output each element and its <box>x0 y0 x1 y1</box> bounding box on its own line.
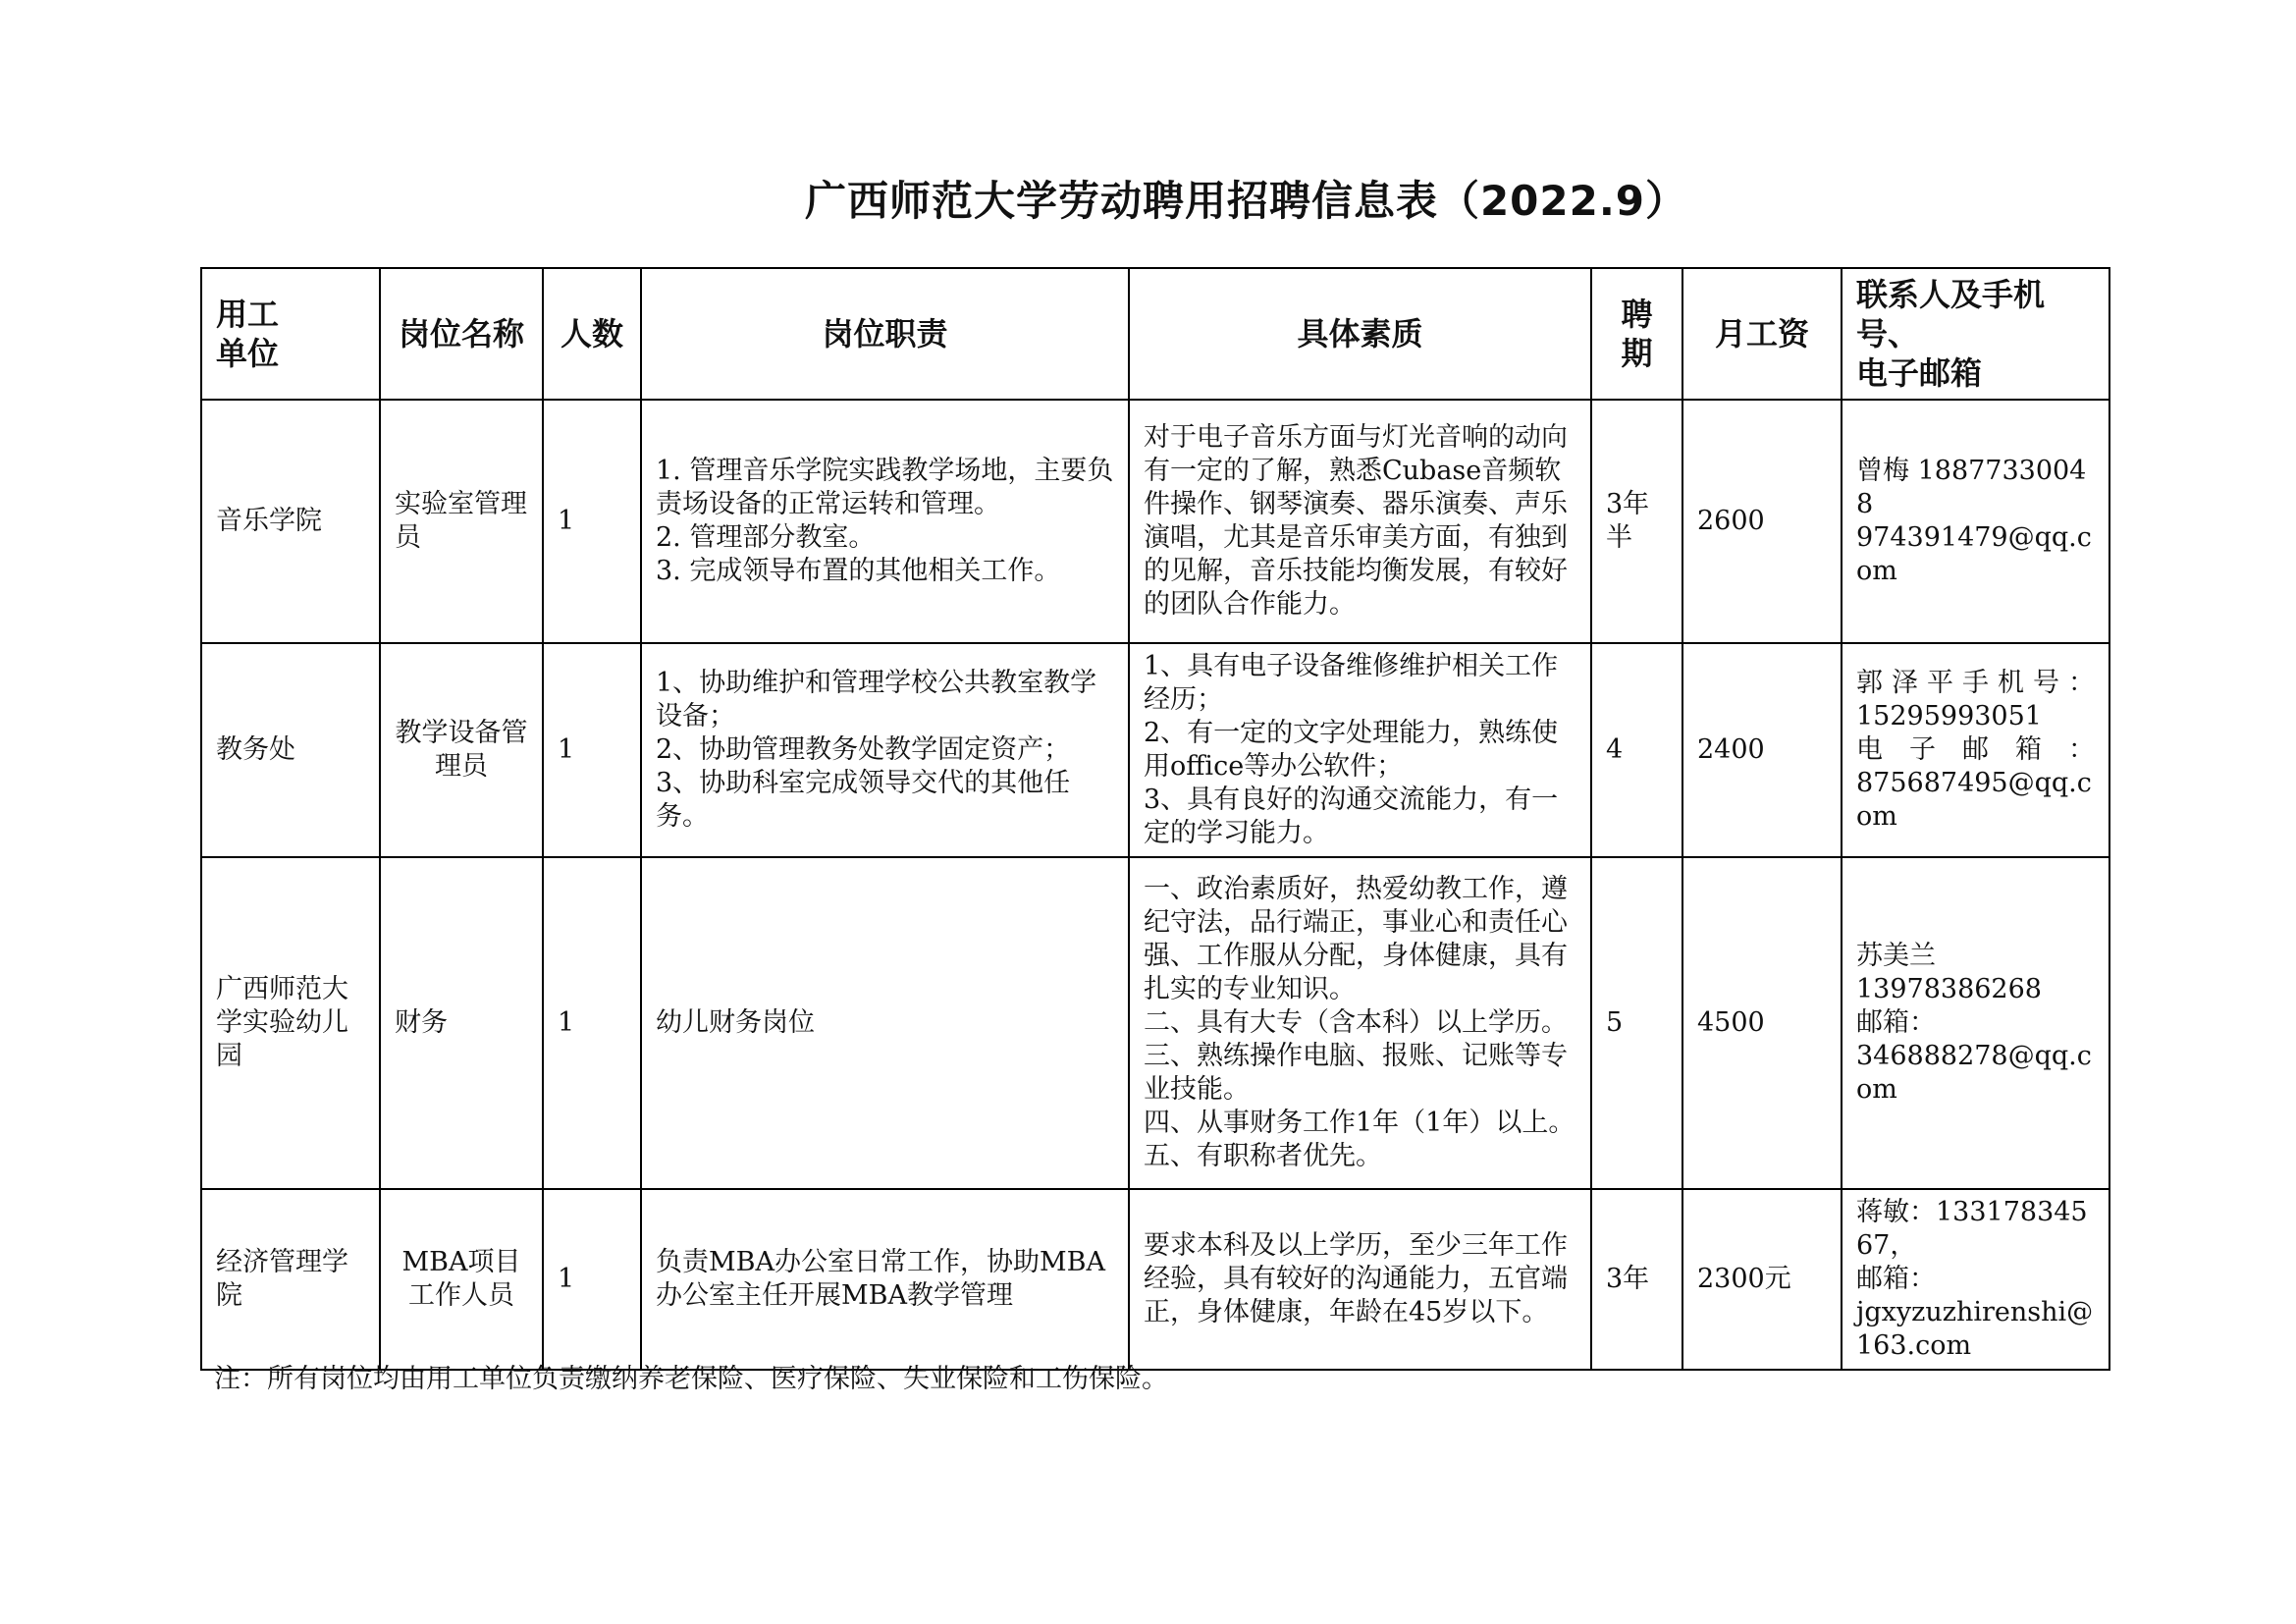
contact-cell: 苏美兰 13978386268 邮箱： 346888278@qq.com <box>1842 857 2109 1189</box>
header-position: 岗位名称 <box>380 268 543 400</box>
salary-cell: 2600 <box>1682 400 1842 643</box>
table-row <box>201 1189 2109 1370</box>
table-row <box>201 643 2109 857</box>
header-row <box>201 268 2109 400</box>
contact-cell: 蒋敏：13317834567， 邮箱： jgxyzuzhirenshi@163.com <box>1842 1189 2109 1370</box>
count-cell: 1 <box>543 400 641 643</box>
count-cell: 1 <box>543 643 641 857</box>
position-cell: MBA项目工作人员 <box>380 1189 543 1370</box>
term-cell: 3年 <box>1591 1189 1682 1370</box>
salary-cell: 2400 <box>1682 643 1842 857</box>
header-contact: 联系人及手机号、 电子邮箱 <box>1842 268 2109 400</box>
qualities-cell: 对于电子音乐方面与灯光音响的动向有一定的了解，熟悉Cubase音频软件操作、钢琴演奏、器乐演奏、声乐演唱，尤其是音乐审美方面，有独到的见解，音乐技能均衡发展，有较好的团队合作能力。 <box>1129 400 1591 643</box>
duties-cell: 负责MBA办公室日常工作，协助MBA办公室主任开展MBA教学管理 <box>641 1189 1129 1370</box>
header-qualities: 具体素质 <box>1129 268 1591 400</box>
salary-cell: 2300元 <box>1682 1189 1842 1370</box>
duties-cell: 1. 管理音乐学院实践教学场地，主要负责场设备的正常运转和管理。 2. 管理部分教室。 3. 完成领导布置的其他相关工作。 <box>641 400 1129 643</box>
contact-cell: 曾梅 18877330048 974391479@qq.com <box>1842 400 2109 643</box>
qualities-cell: 一、政治素质好，热爱幼教工作，遵纪守法，品行端正，事业心和责任心强、工作服从分配，身体健康，具有扎实的专业知识。 二、具有大专（含本科）以上学历。 三、熟练操作电脑、报账、记账等专业技能。 四、从事财务工作1年（1年）以上。 五、有职称者优先。 <box>1129 857 1591 1189</box>
duties-cell: 1、协助维护和管理学校公共教室教学设备； 2、协助管理教务处教学固定资产； 3、协助科室完成领导交代的其他任务。 <box>641 643 1129 857</box>
salary-cell: 4500 <box>1682 857 1842 1189</box>
contact-cell: 郭泽平手机号： 15295993051 电子邮箱： 875687495@qq.com <box>1842 643 2109 857</box>
header-unit: 用工 单位 <box>201 268 380 400</box>
footnote: 注：所有岗位均由用工单位负责缴纳养老保险、医疗保险、失业保险和工伤保险。 <box>214 1364 1168 1394</box>
table-row <box>201 857 2109 1189</box>
header-term: 聘 期 <box>1591 268 1682 400</box>
unit-cell: 广西师范大学实验幼儿园 <box>201 857 380 1189</box>
table-row <box>201 400 2109 643</box>
header-salary: 月工资 <box>1682 268 1842 400</box>
qualities-cell: 1、具有电子设备维修维护相关工作经历； 2、有一定的文字处理能力，熟练使用office等办公软件； 3、具有良好的沟通交流能力，有一定的学习能力。 <box>1129 643 1591 857</box>
count-cell: 1 <box>543 1189 641 1370</box>
term-cell: 3年半 <box>1591 400 1682 643</box>
position-cell: 教学设备管理员 <box>380 643 543 857</box>
position-cell: 财务 <box>380 857 543 1189</box>
unit-cell: 音乐学院 <box>201 400 380 643</box>
page-title: 广西师范大学劳动聘用招聘信息表（2022.9） <box>804 177 1688 225</box>
header-count: 人数 <box>543 268 641 400</box>
position-cell: 实验室管理员 <box>380 400 543 643</box>
qualities-cell: 要求本科及以上学历，至少三年工作经验，具有较好的沟通能力，五官端正，身体健康，年龄在45岁以下。 <box>1129 1189 1591 1370</box>
duties-cell: 幼儿财务岗位 <box>641 857 1129 1189</box>
unit-cell: 经济管理学院 <box>201 1189 380 1370</box>
header-duties: 岗位职责 <box>641 268 1129 400</box>
term-cell: 4 <box>1591 643 1682 857</box>
unit-cell: 教务处 <box>201 643 380 857</box>
term-cell: 5 <box>1591 857 1682 1189</box>
recruitment-table <box>200 267 2110 1371</box>
count-cell: 1 <box>543 857 641 1189</box>
